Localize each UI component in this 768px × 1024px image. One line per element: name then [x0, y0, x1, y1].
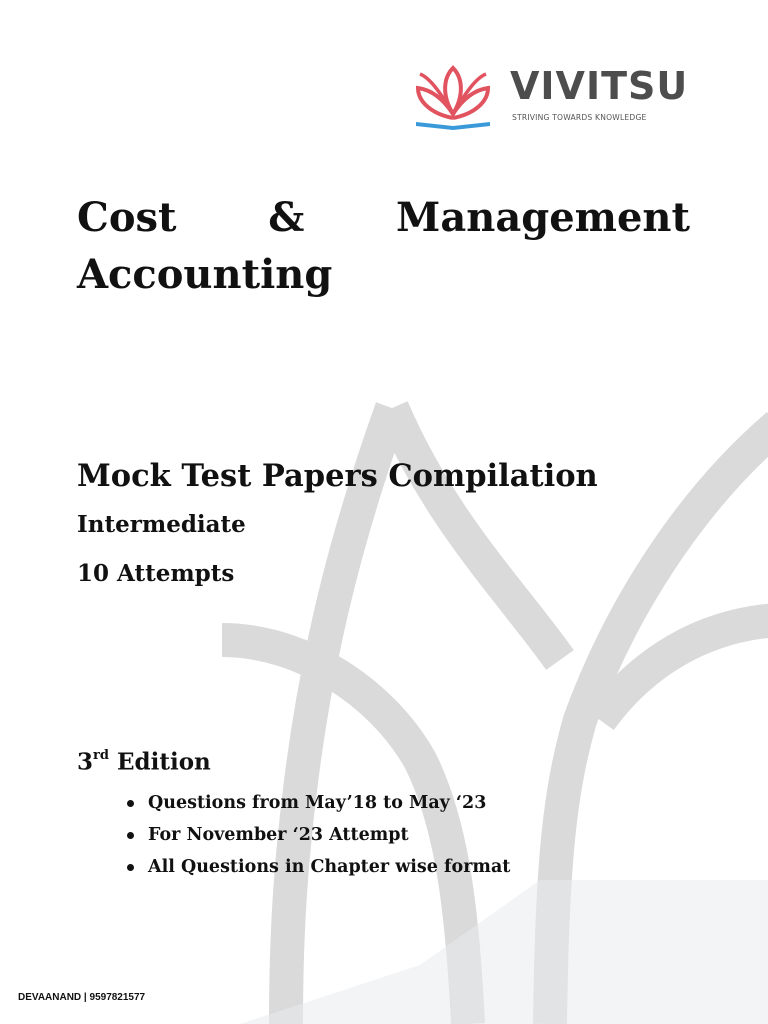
footer-contact: DEVAANAND | 9597821577 — [18, 992, 146, 1003]
attempts-count: 10 Attempts — [77, 560, 235, 587]
course-level: Intermediate — [77, 511, 246, 538]
list-item: All Questions in Chapter wise format — [148, 851, 510, 883]
title-word-management: Management — [396, 194, 690, 241]
feature-list — [148, 787, 510, 883]
list-item: Questions from May’18 to May ‘23 — [148, 787, 510, 819]
book-title — [77, 189, 690, 303]
vivitsu-logo — [410, 62, 689, 132]
list-item: For November ‘23 Attempt — [148, 819, 510, 851]
bullet-icon — [127, 800, 134, 807]
lotus-book-icon — [410, 62, 496, 132]
edition-suffix: rd — [93, 748, 109, 763]
bullet-icon — [127, 832, 134, 839]
edition-number: 3 — [77, 748, 94, 776]
edition-heading — [77, 742, 211, 779]
title-word-ampersand: & — [268, 194, 305, 241]
title-word-cost: Cost — [77, 194, 177, 241]
brand-tagline: STRIVING TOWARDS KNOWLEDGE — [512, 113, 647, 122]
bullet-icon — [127, 864, 134, 871]
title-line2: Accounting — [77, 251, 333, 298]
subtitle: Mock Test Papers Compilation — [77, 458, 598, 494]
edition-label: Edition — [116, 748, 211, 776]
brand-name: VIVITSU — [510, 64, 689, 108]
